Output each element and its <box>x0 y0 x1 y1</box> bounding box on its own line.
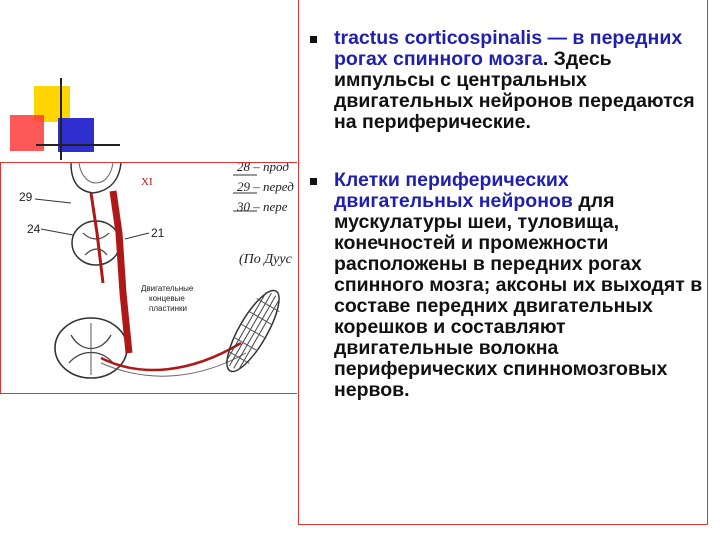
ref-number-24: 24 <box>27 222 41 236</box>
bullet-highlight: tractus corticospinalis — в передних рогах спинного мозга <box>334 27 683 70</box>
bullet-body: . Здесь импульсы с центральных двигательных нейронов передаются на периферические. <box>334 48 695 133</box>
bullet-item <box>310 170 705 401</box>
decor-vertical-line <box>60 78 62 160</box>
bullet-body: для мускулатуры шеи, туловища, конечностей и промежности расположены в передних рогах спинного мозга; аксоны их выходят в составе передних двигательных корешков и составляют двигательные волокна периферических спинномозговых нервов. <box>334 190 703 401</box>
label-plates-3: пластинки <box>149 304 187 313</box>
legend-line-28: 28 – прод <box>237 163 289 174</box>
decor-blue-square <box>58 118 94 152</box>
bullet-square-icon <box>310 178 317 185</box>
bullet-square-icon <box>310 36 317 43</box>
muscle-fibers-icon <box>218 284 288 378</box>
ref-number-xi: XI <box>141 176 153 188</box>
bullet-list <box>310 28 705 401</box>
spinal-cord-illustration <box>1 163 297 394</box>
label-plates-1: Двигательные <box>141 284 194 293</box>
legend-line-30: 30 – пере <box>237 199 288 214</box>
bullet-highlight: Клетки периферических двигательных нейронов <box>334 169 573 212</box>
label-plates-2: концевые <box>149 294 185 303</box>
figure-caption: (По Дуус <box>239 252 292 267</box>
bullet-text <box>334 27 695 133</box>
decor-horizontal-line <box>36 144 120 146</box>
ref-number-21: 21 <box>151 226 165 240</box>
ref-number-29: 29 <box>19 190 33 204</box>
bullet-item <box>310 28 705 133</box>
legend-line-29: 29 – перед <box>237 179 294 194</box>
anatomy-figure <box>0 162 297 394</box>
bullet-text <box>334 169 702 401</box>
